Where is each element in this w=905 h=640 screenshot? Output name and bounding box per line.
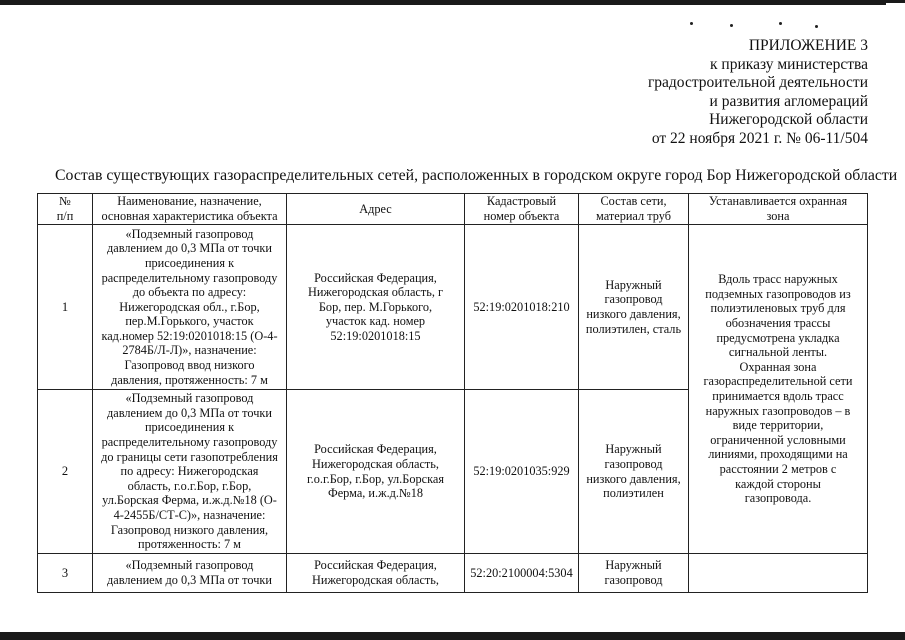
text-line: ограниченной условными xyxy=(710,432,846,447)
text-line: Охранная зона xyxy=(739,359,817,374)
text-line: Ферма, и.ж.д.№18 xyxy=(327,486,424,501)
text-line: Российская Федерация, xyxy=(314,558,437,573)
text-line: газопровод xyxy=(604,573,663,587)
text-line: газопровод xyxy=(604,456,663,471)
text-line: 4-2455Б/СТ-С)», назначение: xyxy=(113,507,266,522)
header-text: № xyxy=(59,194,71,209)
top-scan-border-tail xyxy=(886,0,905,3)
protection-zone-description xyxy=(689,225,868,554)
text-line: Нижегородская область, xyxy=(312,573,439,587)
text-line: г.о.г.Бор, г.Бор, ул.Борская xyxy=(307,471,444,486)
appendix-heading xyxy=(648,37,868,149)
header-text: Состав сети, xyxy=(600,194,667,209)
scan-speck xyxy=(779,22,782,25)
text-line: подземных газопроводов из xyxy=(705,286,851,301)
text-line: кад.номер 52:19:0201018:15 (О-4- xyxy=(101,328,278,343)
text-line: принимается вдоль трасс xyxy=(712,389,844,403)
text-line: расстоянии 2 метров с xyxy=(719,461,837,476)
text-line: Газопровод низкого давления, xyxy=(110,522,269,537)
header-text: основная характеристика объекта xyxy=(101,209,278,223)
text-line: область, г.о.г.Бор, г.Бор, xyxy=(127,478,252,493)
bottom-scan-border xyxy=(0,632,905,640)
object-address xyxy=(287,390,465,554)
header-text: зона xyxy=(766,209,790,223)
text-line: полиэтилен xyxy=(603,486,664,501)
header-text: номер объекта xyxy=(483,209,560,223)
text-line: «Подземный газопровод xyxy=(125,391,254,406)
text-line: линиями, проходящими на xyxy=(708,447,848,462)
text-line: Наружный xyxy=(605,442,662,457)
text-line: сигнальной ленты. xyxy=(728,345,828,360)
text-line: газораспределительной сети xyxy=(703,374,853,389)
header-text: Устанавливается охранная xyxy=(708,194,848,209)
object-description xyxy=(93,554,287,593)
text-line: до объекта по адресу: xyxy=(132,285,247,300)
table-row xyxy=(38,225,868,390)
table-header-row xyxy=(38,194,868,225)
text-line: Бор, пер. М.Горького, xyxy=(318,299,433,314)
text-line: низкого давления, xyxy=(586,307,681,321)
appendix-line: к приказу министерства xyxy=(710,55,868,73)
text-line: давлением до 0,3 МПа от точки xyxy=(107,241,272,256)
text-line: предусмотрена укладка xyxy=(716,330,840,345)
appendix-line: Нижегородской области xyxy=(709,111,868,129)
text-line: Наружный xyxy=(605,277,662,292)
text-line: присоединения к xyxy=(144,420,235,435)
text-line: ул.Борская Ферма, и.ж.д.№18 (О- xyxy=(102,493,277,508)
header-address: Адрес xyxy=(287,194,465,225)
text-line: газопровода. xyxy=(744,491,812,506)
text-line: Нижегородская область, xyxy=(312,456,439,471)
text-line: давлением до 0,3 МПа от точки xyxy=(107,573,272,587)
header-network xyxy=(579,194,689,225)
text-line: низкого давления, xyxy=(586,471,681,486)
header-text: материал труб xyxy=(596,209,671,223)
text-line: полиэтилен, сталь xyxy=(585,321,682,336)
cadastral-number: 52:20:2100004:5304 xyxy=(465,554,579,593)
text-line: Российская Федерация, xyxy=(314,270,437,285)
object-description xyxy=(93,225,287,390)
text-line: участок кад. номер xyxy=(325,314,426,329)
text-line: виде территории, xyxy=(732,418,824,433)
text-line: «Подземный газопровод xyxy=(125,558,254,573)
header-cadastral xyxy=(465,194,579,225)
object-address xyxy=(287,554,465,593)
text-line: присоединения к xyxy=(144,255,235,270)
appendix-line: градостроительной деятельности xyxy=(647,74,868,92)
cadastral-number: 52:19:0201018:210 xyxy=(465,225,579,390)
row-number: 2 xyxy=(38,390,93,554)
network-composition xyxy=(579,225,689,390)
scan-speck xyxy=(690,22,693,25)
text-line: газопровод xyxy=(604,292,663,307)
text-line: распределительному газопроводу xyxy=(101,435,278,450)
object-description xyxy=(93,390,287,554)
row-number: 1 xyxy=(38,225,93,390)
empty-zone-cell xyxy=(689,554,868,593)
header-text: Кадастровый xyxy=(486,194,557,209)
text-line: 2784Б/Л-Л)», назначение: xyxy=(122,343,257,358)
text-line: каждой стороны xyxy=(735,476,821,491)
network-composition xyxy=(579,390,689,554)
scan-speck xyxy=(730,24,733,27)
text-line: давлением до 0,3 МПа от точки xyxy=(107,405,272,420)
text-line: Наружный xyxy=(605,558,662,573)
text-line: распределительному газопроводу xyxy=(101,270,278,285)
object-address xyxy=(287,225,465,390)
text-line: полиэтиленовых труб для xyxy=(710,301,846,316)
text-line: пер.М.Горького, участок xyxy=(125,314,254,329)
header-zone xyxy=(689,194,868,225)
document-title: Состав существующих газораспределительных сетей, расположенных в городском округе город Бор Нижегородской области xyxy=(55,167,898,184)
text-line: Российская Федерация, xyxy=(314,442,437,457)
text-line: по адресу: Нижегородская xyxy=(120,464,259,479)
header-num xyxy=(38,194,93,225)
row-number: 3 xyxy=(38,554,93,593)
text-line: «Подземный газопровод xyxy=(125,226,254,241)
network-composition xyxy=(579,554,689,593)
text-line: 52:19:0201018:15 xyxy=(330,328,421,343)
header-text: п/п xyxy=(56,209,74,223)
cadastral-number: 52:19:0201035:929 xyxy=(465,390,579,554)
appendix-line: от 22 ноября 2021 г. № 06-11/504 xyxy=(651,129,868,147)
text-line: до границы сети газопотребления xyxy=(101,449,278,464)
text-line: давления, протяженность: 7 м xyxy=(111,372,268,387)
text-line: обозначения трассы xyxy=(725,316,831,331)
scan-speck xyxy=(815,25,818,28)
text-line: Нижегородская область, г xyxy=(307,285,444,300)
text-line: Вдоль трасс наружных xyxy=(718,272,838,287)
top-scan-border xyxy=(0,0,886,5)
text-line: Газопровод ввод низкого xyxy=(124,358,255,373)
appendix-line: и развития агломераций xyxy=(709,92,868,110)
text-line: Нижегородская обл., г.Бор, xyxy=(119,299,260,314)
appendix-line: ПРИЛОЖЕНИЕ 3 xyxy=(748,37,868,54)
header-text: Наименование, назначение, xyxy=(117,194,262,209)
text-line: протяженность: 7 м xyxy=(138,537,241,552)
gas-network-table xyxy=(37,193,868,593)
header-name xyxy=(93,194,287,225)
text-line: наружных газопроводов – в xyxy=(705,403,851,418)
table-row xyxy=(38,554,868,593)
